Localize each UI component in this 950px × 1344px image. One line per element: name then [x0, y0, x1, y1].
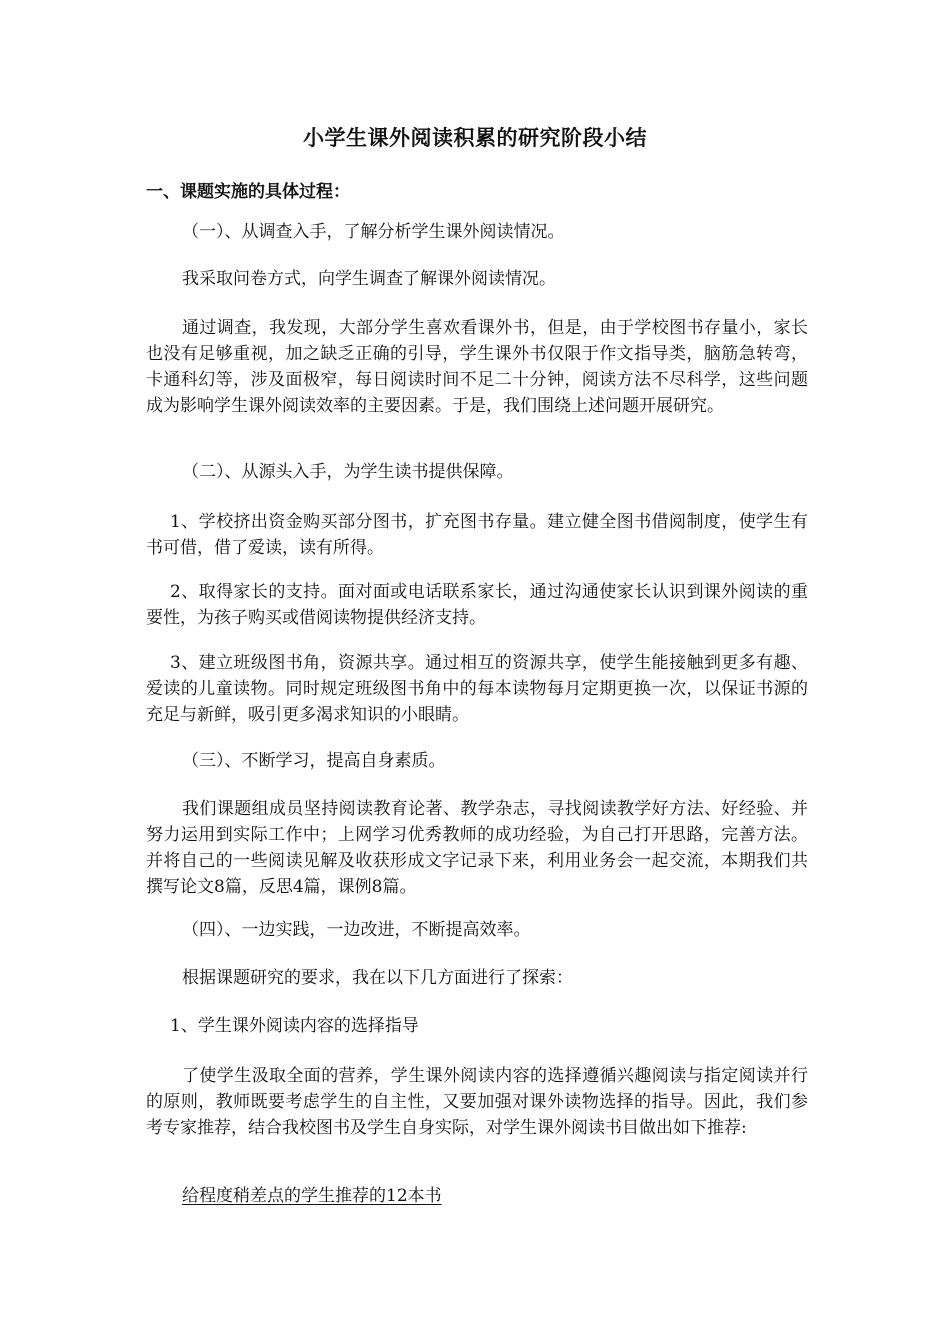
list-item: 2、取得家长的支持。面对面或电话联系家长，通过沟通使家长认识到课外阅读的重要性，为孩子购买或借阅读物提供经济支持。 [146, 582, 808, 628]
paragraph: 根据课题研究的要求，我在以下几方面进行了探索： [182, 968, 573, 988]
list-item: 1、学生课外阅读内容的选择指导 [170, 1016, 419, 1036]
underlined-subheading [146, 1183, 808, 1209]
subsection-heading: （二）、从源头入手，为学生读书提供保障。 [182, 462, 514, 482]
paragraph: 通过调查，我发现，大部分学生喜欢看课外书，但是，由于学校图书存量小，家长也没有足够重视，加之缺乏正确的引导，学生课外书仅限于作文指导类，脑筋急转弯，卡通科幻等，涉及面极窄，每日阅读时间不足二十分钟，阅读方法不尽科学，这些问题成为影响学生课外阅读效率的主要因素。于是，我们围绕上述问题开展研究。 [146, 318, 808, 416]
paragraph: 我采取问卷方式，向学生调查了解课外阅读情况。 [182, 269, 556, 289]
underlined-text: 给程度稍差点的学生推荐的12本书 [182, 1186, 442, 1206]
section-heading: 一、课题实施的具体过程： [146, 182, 350, 202]
subsection-heading: （一）、从调查入手，了解分析学生课外阅读情况。 [182, 222, 565, 242]
document-title: 小学生课外阅读积累的研究阶段小结 [303, 125, 647, 150]
list-item: 1、学校挤出资金购买部分图书，扩充图书存量。建立健全图书借阅制度，使学生有书可借，借了爱读，读有所得。 [146, 512, 808, 558]
subsection-heading: （四）、一边实践，一边改进，不断提高效率。 [182, 920, 531, 940]
paragraph: 了使学生汲取全面的营养，学生课外阅读内容的选择遵循兴趣阅读与指定阅读并行的原则，教师既要考虑学生的自主性，又要加强对课外读物选择的指导。因此，我们参考专家推荐，结合我校图书及学生自身实际，对学生课外阅读书目做出如下推荐: [146, 1066, 808, 1138]
paragraph: 我们课题组成员坚持阅读教育论著、教学杂志，寻找阅读教学好方法、好经验、并努力运用到实际工作中；上网学习优秀教师的成功经验，为自己打开思路，完善方法。并将自己的一些阅读见解及收获形成文字记录下来，利用业务会一起交流，本期我们共撰写论文8篇，反思4篇，课例8篇。 [146, 799, 808, 897]
subsection-heading: （三）、不断学习，提高自身素质。 [182, 751, 446, 771]
list-item: 3、建立班级图书角，资源共享。通过相互的资源共享，使学生能接触到更多有趣、爱读的儿童读物。同时规定班级图书角中的每本读物每月定期更换一次，以保证书源的充足与新鲜，吸引更多渴求知识的小眼睛。 [146, 653, 808, 725]
